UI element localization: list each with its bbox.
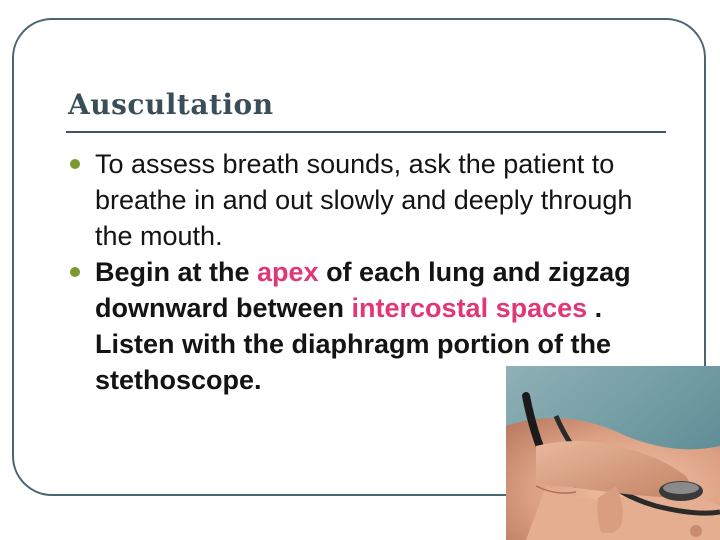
bullet-dot-icon xyxy=(70,267,80,277)
highlight-intercostal-spaces: intercostal spaces xyxy=(351,293,588,323)
highlight-apex: apex xyxy=(257,257,319,287)
stethoscope-image xyxy=(506,366,720,540)
bullet-text-part: of each lung and zigzag downward between xyxy=(95,257,631,323)
bullet-list xyxy=(70,146,670,398)
bullet-text-part: . Listen with the diaphragm portion of the stethoscope. xyxy=(95,293,611,395)
bullet-text: To assess breath sounds, ask the patient to breathe in and out slowly and deeply through the mouth. xyxy=(95,149,633,251)
title-divider xyxy=(66,131,666,133)
slide-title: Auscultation xyxy=(68,88,274,121)
bullet-dot-icon xyxy=(70,159,80,169)
bullet-text-part: Begin at the xyxy=(95,257,258,287)
bullet-item-breath-sounds xyxy=(70,146,670,254)
stethoscope-photo xyxy=(506,366,720,540)
